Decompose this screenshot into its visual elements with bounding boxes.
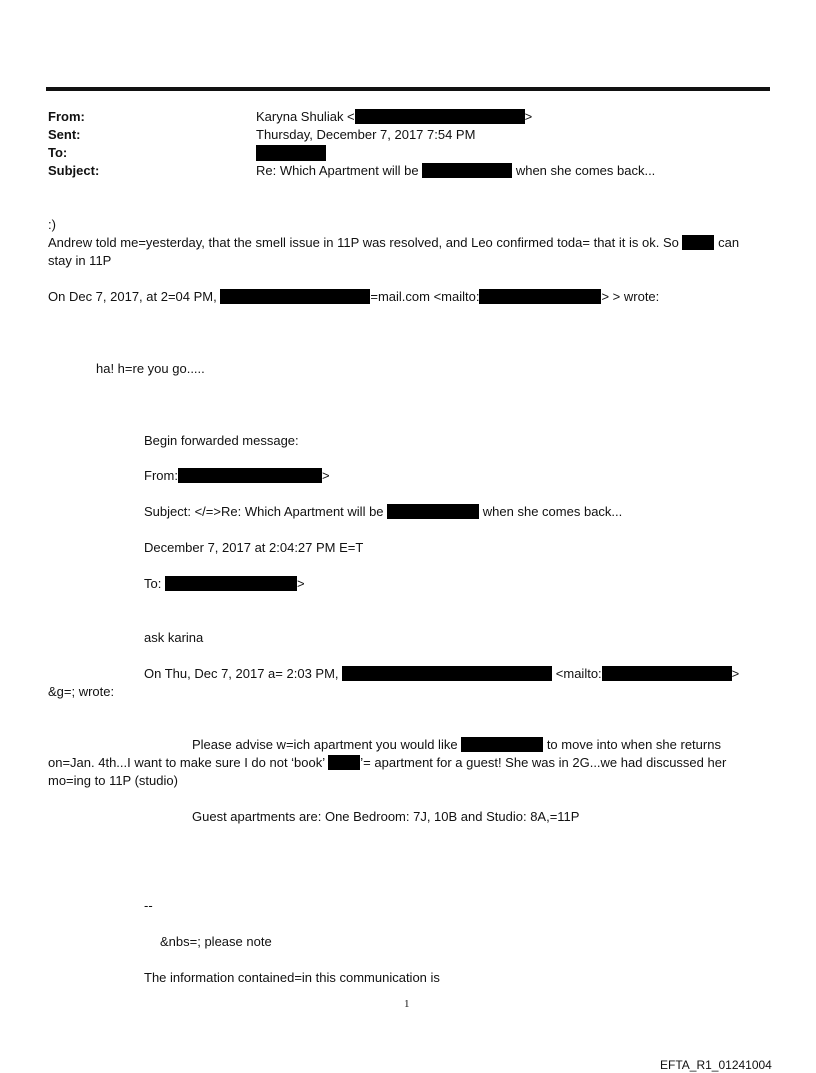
redaction-box	[602, 666, 732, 681]
redaction-box	[682, 235, 714, 250]
para1-text-b: can	[718, 235, 740, 250]
redaction-box	[220, 289, 370, 304]
subject-label: Subject:	[48, 163, 100, 178]
ask-karina: ask karina	[144, 630, 204, 645]
quote-text-b: =mail.com <mailto:	[370, 289, 480, 304]
from-name: Karyna Shuliak <	[256, 109, 355, 124]
forwarded-from	[144, 468, 330, 484]
on-thu-text-a: On Thu, Dec 7, 2017 a= 2:03 PM,	[144, 666, 339, 681]
header-rule	[46, 87, 770, 91]
signature-dashes: --	[144, 898, 153, 913]
quote-intro-line	[48, 289, 659, 305]
info-line: The information contained=in this communication is	[144, 970, 440, 985]
to-label: To:	[48, 145, 68, 160]
advise-line2	[48, 755, 726, 771]
from-value	[256, 109, 532, 125]
sent-label: Sent:	[48, 127, 81, 142]
forwarded-from-close: >	[321, 468, 330, 483]
from-label: From:	[48, 109, 85, 124]
para1-line2: stay in 11P	[48, 253, 112, 268]
quote-text-a: On Dec 7, 2017, at 2=04 PM,	[48, 289, 217, 304]
quote-text-c: > > wrote:	[601, 289, 660, 304]
document-id: EFTA_R1_01241004	[660, 1058, 772, 1072]
subject-prefix: Re: Which Apartment will be	[256, 163, 419, 178]
forwarded-to-label: To:	[144, 576, 162, 591]
redaction-box	[342, 666, 552, 681]
redaction-box	[256, 145, 326, 161]
gt-wrote: &g=; wrote:	[48, 684, 115, 699]
sent-value: Thursday, December 7, 2017 7:54 PM	[256, 127, 476, 142]
on-thu-text-b: <mailto:	[555, 666, 602, 681]
forwarded-from-label: From:	[144, 468, 178, 483]
advise-line3: mo=ing to 11P (studio)	[48, 773, 178, 788]
forwarded-begin: Begin forwarded message:	[144, 433, 299, 448]
forwarded-date: December 7, 2017 at 2:04:27 PM E=T	[144, 540, 364, 555]
advise-text-b: to move into when she returns	[546, 737, 721, 752]
redaction-box	[178, 468, 322, 483]
redaction-box	[387, 504, 479, 519]
smiley: :)	[48, 217, 56, 232]
redaction-box	[328, 755, 360, 770]
nbs-note: &nbs=; please note	[160, 934, 272, 949]
advise-line2-b: ’= apartment for a guest! She was in 2G...we had discussed her	[360, 755, 727, 770]
forwarded-subject	[144, 504, 622, 520]
redaction-box	[422, 163, 512, 178]
to-value	[256, 145, 326, 162]
redaction-box	[461, 737, 543, 752]
forwarded-to-close: >	[296, 576, 305, 591]
ha-line: ha! h=re you go.....	[96, 361, 205, 376]
on-thu-line	[144, 666, 739, 682]
advise-line1	[192, 737, 721, 753]
redaction-box	[355, 109, 525, 124]
advise-text-a: Please advise w=ich apartment you would like	[192, 737, 458, 752]
advise-line2-a: on=Jan. 4th...I want to make sure I do not ‘book’	[48, 755, 325, 770]
guest-apartments: Guest apartments are: One Bedroom: 7J, 10B and Studio: 8A,=11P	[192, 809, 580, 824]
para1-line1	[48, 235, 739, 251]
page-number: 1	[404, 998, 410, 1010]
forwarded-subject-b: when she comes back...	[482, 504, 623, 519]
forwarded-subject-a: Subject: </=>Re: Which Apartment will be	[144, 504, 384, 519]
subject-suffix: when she comes back...	[515, 163, 656, 178]
redaction-box	[479, 289, 601, 304]
redaction-box	[165, 576, 297, 591]
subject-value	[256, 163, 655, 179]
forwarded-to	[144, 576, 305, 592]
para1-text-a: Andrew told me=yesterday, that the smell issue in 11P was resolved, and Leo confirmed toda= that it is ok. So	[48, 235, 679, 250]
on-thu-text-c: >	[731, 666, 740, 681]
from-close: >	[524, 109, 533, 124]
